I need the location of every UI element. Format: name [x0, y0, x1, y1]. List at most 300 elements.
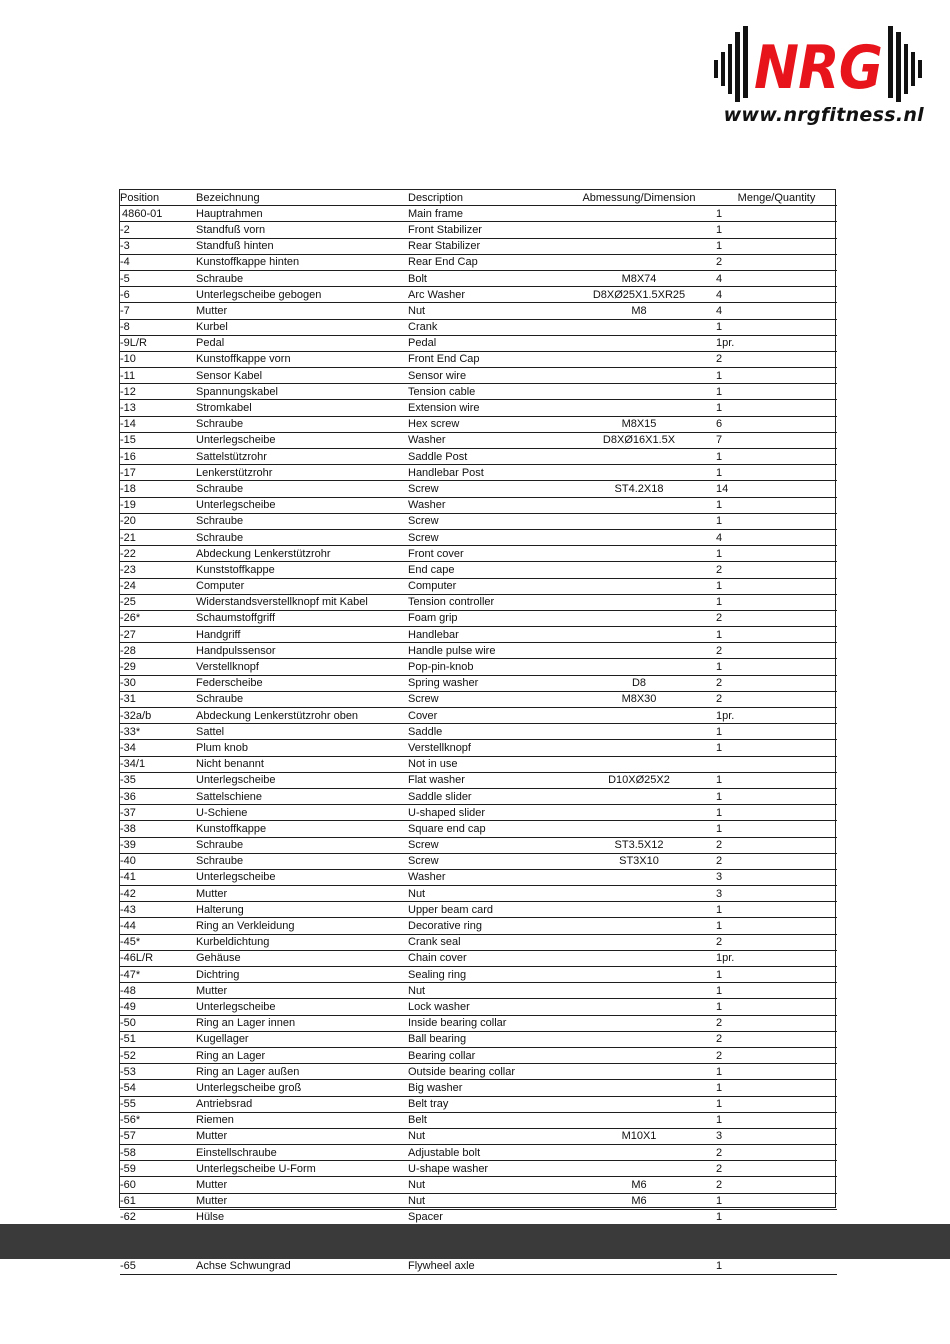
part-name-de: Mutter	[196, 983, 408, 999]
part-quantity: 2	[716, 1047, 837, 1063]
table-row	[120, 270, 837, 286]
table-row	[120, 319, 837, 335]
part-name-de: Unterlegscheibe	[196, 432, 408, 448]
part-dimension	[562, 934, 716, 950]
part-description: Arc Washer	[408, 287, 562, 303]
part-dimension	[562, 967, 716, 983]
table-row	[120, 594, 837, 610]
part-position: -50	[120, 1015, 196, 1031]
part-quantity: 1	[716, 400, 837, 416]
part-position: -28	[120, 643, 196, 659]
part-description: Rear Stabilizer	[408, 238, 562, 254]
logo-text: NRG	[754, 33, 882, 103]
part-description: Washer	[408, 432, 562, 448]
part-name-de: Kurbel	[196, 319, 408, 335]
table-row	[120, 546, 837, 562]
part-position: -17	[120, 465, 196, 481]
table-row	[120, 805, 837, 821]
part-position: -27	[120, 627, 196, 643]
part-dimension	[562, 513, 716, 529]
parts-list	[119, 189, 836, 1272]
part-dimension	[562, 627, 716, 643]
part-quantity: 2	[716, 934, 837, 950]
part-quantity: 1pr.	[716, 708, 837, 724]
brand-logo	[712, 24, 924, 132]
part-position: -41	[120, 869, 196, 885]
footer-bar	[0, 1224, 950, 1259]
part-name-de: Federscheibe	[196, 675, 408, 691]
table-row	[120, 400, 837, 416]
part-dimension: ST3X10	[562, 853, 716, 869]
part-position: -19	[120, 497, 196, 513]
part-dimension	[562, 1112, 716, 1128]
table-row	[120, 934, 837, 950]
part-quantity: 4	[716, 529, 837, 545]
part-name-de: Halterung	[196, 902, 408, 918]
part-quantity: 1	[716, 222, 837, 238]
part-quantity: 1	[716, 902, 837, 918]
part-name-de: U-Schiene	[196, 805, 408, 821]
part-dimension	[562, 643, 716, 659]
part-name-de: Handpulssensor	[196, 643, 408, 659]
table-row	[120, 967, 837, 983]
part-description: Main frame	[408, 206, 562, 222]
table-row	[120, 1112, 837, 1128]
part-quantity: 1	[716, 513, 837, 529]
part-description: Big washer	[408, 1080, 562, 1096]
part-quantity: 2	[716, 691, 837, 707]
table-row	[120, 578, 837, 594]
part-quantity: 2	[716, 1015, 837, 1031]
table-row	[120, 1080, 837, 1096]
part-name-de: Handgriff	[196, 627, 408, 643]
part-position: -14	[120, 416, 196, 432]
table-row	[120, 254, 837, 270]
part-quantity: 1	[716, 627, 837, 643]
part-description: Screw	[408, 481, 562, 497]
part-dimension	[562, 546, 716, 562]
header-dimension: Abmessung/Dimension	[562, 190, 716, 206]
part-name-de: Einstellschraube	[196, 1145, 408, 1161]
part-position: -49	[120, 999, 196, 1015]
table-row	[120, 1145, 837, 1161]
part-position: -58	[120, 1145, 196, 1161]
part-position: 4860-01	[120, 206, 196, 222]
part-name-de: Schraube	[196, 529, 408, 545]
table-row	[120, 740, 837, 756]
part-quantity: 1	[716, 999, 837, 1015]
part-quantity: 1	[716, 1112, 837, 1128]
part-name-de: Antriebsrad	[196, 1096, 408, 1112]
part-description: Washer	[408, 497, 562, 513]
part-dimension: M8	[562, 303, 716, 319]
part-quantity: 2	[716, 254, 837, 270]
part-name-de: Standfuß vorn	[196, 222, 408, 238]
part-description: U-shape washer	[408, 1161, 562, 1177]
part-position: -46L/R	[120, 950, 196, 966]
part-name-de: Ring an Lager innen	[196, 1015, 408, 1031]
table-row	[120, 497, 837, 513]
part-dimension: D8XØ25X1.5XR25	[562, 287, 716, 303]
part-description: Crank	[408, 319, 562, 335]
part-dimension: ST4.2X18	[562, 481, 716, 497]
table-row	[120, 691, 837, 707]
part-description: Square end cap	[408, 821, 562, 837]
part-position: -18	[120, 481, 196, 497]
part-description: Front End Cap	[408, 351, 562, 367]
part-dimension	[562, 351, 716, 367]
part-position: -24	[120, 578, 196, 594]
part-name-de: Mutter	[196, 886, 408, 902]
part-dimension	[562, 222, 716, 238]
part-description: Sensor wire	[408, 368, 562, 384]
part-quantity: 14	[716, 481, 837, 497]
part-quantity: 1	[716, 805, 837, 821]
part-name-de: Computer	[196, 578, 408, 594]
part-description: Belt	[408, 1112, 562, 1128]
parts-table	[120, 190, 837, 1275]
part-dimension	[562, 950, 716, 966]
part-name-de: Mutter	[196, 1193, 408, 1209]
part-description: Nut	[408, 1128, 562, 1144]
part-position: -43	[120, 902, 196, 918]
part-name-de: Kunstoffkappe hinten	[196, 254, 408, 270]
part-description: Verstellknopf	[408, 740, 562, 756]
part-description: Lock washer	[408, 999, 562, 1015]
part-quantity: 2	[716, 1161, 837, 1177]
part-quantity: 1	[716, 384, 837, 400]
part-dimension	[562, 918, 716, 934]
part-description: Pedal	[408, 335, 562, 351]
table-row	[120, 788, 837, 804]
table-row	[120, 238, 837, 254]
part-quantity: 1	[716, 578, 837, 594]
part-description: Front Stabilizer	[408, 222, 562, 238]
part-quantity: 1	[716, 546, 837, 562]
part-dimension	[562, 400, 716, 416]
part-description: Nut	[408, 303, 562, 319]
part-name-de: Schraube	[196, 691, 408, 707]
part-position: -29	[120, 659, 196, 675]
part-dimension	[562, 1258, 716, 1274]
part-name-de: Sattelstützrohr	[196, 449, 408, 465]
part-position: -40	[120, 853, 196, 869]
part-quantity: 2	[716, 675, 837, 691]
part-position: -13	[120, 400, 196, 416]
table-row	[120, 368, 837, 384]
part-description: Belt tray	[408, 1096, 562, 1112]
part-quantity: 2	[716, 1145, 837, 1161]
table-row	[120, 1064, 837, 1080]
table-row	[120, 821, 837, 837]
part-dimension: D8	[562, 675, 716, 691]
table-row	[120, 351, 837, 367]
table-row	[120, 902, 837, 918]
part-description: Handle pulse wire	[408, 643, 562, 659]
part-description: Bolt	[408, 270, 562, 286]
part-position: -55	[120, 1096, 196, 1112]
part-description: Inside bearing collar	[408, 1015, 562, 1031]
part-dimension	[562, 999, 716, 1015]
table-row	[120, 1015, 837, 1031]
part-description: Nut	[408, 886, 562, 902]
part-description: Spring washer	[408, 675, 562, 691]
part-dimension	[562, 1047, 716, 1063]
part-dimension: M8X15	[562, 416, 716, 432]
part-dimension	[562, 659, 716, 675]
part-dimension	[562, 594, 716, 610]
part-position: -48	[120, 983, 196, 999]
part-dimension	[562, 578, 716, 594]
part-position: -9L/R	[120, 335, 196, 351]
part-position: -57	[120, 1128, 196, 1144]
part-description: Chain cover	[408, 950, 562, 966]
part-dimension	[562, 368, 716, 384]
part-position: -25	[120, 594, 196, 610]
part-position: -4	[120, 254, 196, 270]
part-dimension	[562, 319, 716, 335]
part-name-de: Schaumstoffgriff	[196, 610, 408, 626]
part-dimension	[562, 886, 716, 902]
table-row	[120, 206, 837, 222]
part-dimension	[562, 238, 716, 254]
part-dimension	[562, 465, 716, 481]
table-row	[120, 449, 837, 465]
part-description: Saddle slider	[408, 788, 562, 804]
part-name-de: Pedal	[196, 335, 408, 351]
part-dimension	[562, 254, 716, 270]
part-dimension	[562, 788, 716, 804]
table-row	[120, 222, 837, 238]
part-quantity: 1	[716, 238, 837, 254]
part-description: Foam grip	[408, 610, 562, 626]
part-dimension	[562, 562, 716, 578]
part-name-de: Unterlegscheibe U-Form	[196, 1161, 408, 1177]
part-description: Adjustable bolt	[408, 1145, 562, 1161]
table-row	[120, 1161, 837, 1177]
part-description: Spacer	[408, 1209, 562, 1225]
part-position: -33*	[120, 724, 196, 740]
part-name-de: Standfuß hinten	[196, 238, 408, 254]
part-name-de: Gehäuse	[196, 950, 408, 966]
part-description: Upper beam card	[408, 902, 562, 918]
part-quantity: 1	[716, 918, 837, 934]
part-name-de: Unterlegscheibe gebogen	[196, 287, 408, 303]
part-dimension: M8X30	[562, 691, 716, 707]
part-dimension	[562, 869, 716, 885]
part-position: -11	[120, 368, 196, 384]
part-description: Saddle	[408, 724, 562, 740]
part-position: -37	[120, 805, 196, 821]
part-name-de: Mutter	[196, 303, 408, 319]
part-position: -53	[120, 1064, 196, 1080]
part-description: Flywheel axle	[408, 1258, 562, 1274]
table-row	[120, 303, 837, 319]
part-position: -30	[120, 675, 196, 691]
part-dimension	[562, 1080, 716, 1096]
part-description: Nut	[408, 983, 562, 999]
part-quantity	[716, 756, 837, 772]
part-name-de: Sattel	[196, 724, 408, 740]
table-row	[120, 335, 837, 351]
part-name-de: Schraube	[196, 513, 408, 529]
table-row	[120, 756, 837, 772]
part-dimension	[562, 449, 716, 465]
part-position: -7	[120, 303, 196, 319]
table-row	[120, 950, 837, 966]
part-quantity: 1	[716, 368, 837, 384]
part-quantity: 1	[716, 659, 837, 675]
part-dimension	[562, 497, 716, 513]
part-description: Screw	[408, 837, 562, 853]
part-dimension	[562, 384, 716, 400]
part-quantity: 1pr.	[716, 335, 837, 351]
part-quantity: 1	[716, 788, 837, 804]
part-position: -22	[120, 546, 196, 562]
part-quantity: 2	[716, 853, 837, 869]
part-description: Computer	[408, 578, 562, 594]
part-dimension	[562, 805, 716, 821]
table-row	[120, 724, 837, 740]
part-name-de: Plum knob	[196, 740, 408, 756]
part-name-de: Unterlegscheibe	[196, 869, 408, 885]
part-description: Screw	[408, 513, 562, 529]
part-position: -12	[120, 384, 196, 400]
part-quantity: 3	[716, 869, 837, 885]
part-quantity: 4	[716, 287, 837, 303]
part-position: -16	[120, 449, 196, 465]
part-position: -52	[120, 1047, 196, 1063]
part-dimension	[562, 1145, 716, 1161]
part-quantity: 1	[716, 206, 837, 222]
part-description: Front cover	[408, 546, 562, 562]
part-position: -42	[120, 886, 196, 902]
part-description: Not in use	[408, 756, 562, 772]
part-name-de: Riemen	[196, 1112, 408, 1128]
part-quantity: 4	[716, 270, 837, 286]
part-description: Rear End Cap	[408, 254, 562, 270]
part-position: -36	[120, 788, 196, 804]
header-position: Position	[120, 190, 196, 206]
part-position: -15	[120, 432, 196, 448]
part-description: Handlebar Post	[408, 465, 562, 481]
part-position: -34/1	[120, 756, 196, 772]
part-position: -39	[120, 837, 196, 853]
part-position: -21	[120, 529, 196, 545]
part-name-de: Widerstandsverstellknopf mit Kabel	[196, 594, 408, 610]
part-position: -5	[120, 270, 196, 286]
part-quantity: 2	[716, 1031, 837, 1047]
part-description: Sealing ring	[408, 967, 562, 983]
table-row	[120, 481, 837, 497]
part-position: -32a/b	[120, 708, 196, 724]
part-name-de: Schraube	[196, 837, 408, 853]
part-quantity: 1	[716, 740, 837, 756]
part-position: -8	[120, 319, 196, 335]
part-dimension: D8XØ16X1.5X	[562, 432, 716, 448]
part-quantity: 1	[716, 983, 837, 999]
header-bezeichnung: Bezeichnung	[196, 190, 408, 206]
part-name-de: Mutter	[196, 1128, 408, 1144]
part-description: Decorative ring	[408, 918, 562, 934]
part-dimension	[562, 529, 716, 545]
part-quantity: 1	[716, 1064, 837, 1080]
table-row	[120, 1096, 837, 1112]
part-quantity: 1	[716, 1193, 837, 1209]
part-name-de: Schraube	[196, 853, 408, 869]
part-quantity: 4	[716, 303, 837, 319]
part-position: -23	[120, 562, 196, 578]
table-row	[120, 513, 837, 529]
table-row	[120, 675, 837, 691]
part-name-de: Hülse	[196, 1209, 408, 1225]
part-dimension	[562, 740, 716, 756]
part-name-de: Achse Schwungrad	[196, 1258, 408, 1274]
part-description: Flat washer	[408, 772, 562, 788]
part-quantity: 1	[716, 594, 837, 610]
part-description: Crank seal	[408, 934, 562, 950]
table-row	[120, 287, 837, 303]
part-quantity: 1	[716, 319, 837, 335]
table-row	[120, 643, 837, 659]
table-row	[120, 1047, 837, 1063]
part-description: Tension cable	[408, 384, 562, 400]
part-description: Handlebar	[408, 627, 562, 643]
part-quantity: 1	[716, 449, 837, 465]
table-row	[120, 1128, 837, 1144]
part-dimension	[562, 335, 716, 351]
part-position: -34	[120, 740, 196, 756]
part-description: Outside bearing collar	[408, 1064, 562, 1080]
part-position: -26*	[120, 610, 196, 626]
part-description: Screw	[408, 529, 562, 545]
part-position: -47*	[120, 967, 196, 983]
table-row	[120, 853, 837, 869]
part-quantity: 1pr.	[716, 950, 837, 966]
part-name-de: Ring an Lager	[196, 1047, 408, 1063]
part-name-de: Unterlegscheibe	[196, 999, 408, 1015]
part-name-de: Ring an Lager außen	[196, 1064, 408, 1080]
part-position: -61	[120, 1193, 196, 1209]
part-position: -10	[120, 351, 196, 367]
dumbbell-logo-icon	[712, 24, 924, 104]
part-description: Cover	[408, 708, 562, 724]
part-dimension: M6	[562, 1193, 716, 1209]
table-row	[120, 708, 837, 724]
table-row	[120, 627, 837, 643]
table-header-row	[120, 190, 837, 206]
table-row	[120, 837, 837, 853]
part-quantity: 3	[716, 1128, 837, 1144]
part-quantity: 1	[716, 967, 837, 983]
table-row	[120, 610, 837, 626]
part-description: Hex screw	[408, 416, 562, 432]
part-name-de: Mutter	[196, 1177, 408, 1193]
table-row	[120, 529, 837, 545]
part-name-de: Verstellknopf	[196, 659, 408, 675]
part-dimension	[562, 1031, 716, 1047]
part-position: -59	[120, 1161, 196, 1177]
part-name-de: Spannungskabel	[196, 384, 408, 400]
part-quantity: 1	[716, 465, 837, 481]
part-position: -3	[120, 238, 196, 254]
part-description: Screw	[408, 691, 562, 707]
part-dimension: ST3.5X12	[562, 837, 716, 853]
table-row	[120, 983, 837, 999]
part-quantity: 2	[716, 643, 837, 659]
part-description: Screw	[408, 853, 562, 869]
part-quantity: 2	[716, 562, 837, 578]
